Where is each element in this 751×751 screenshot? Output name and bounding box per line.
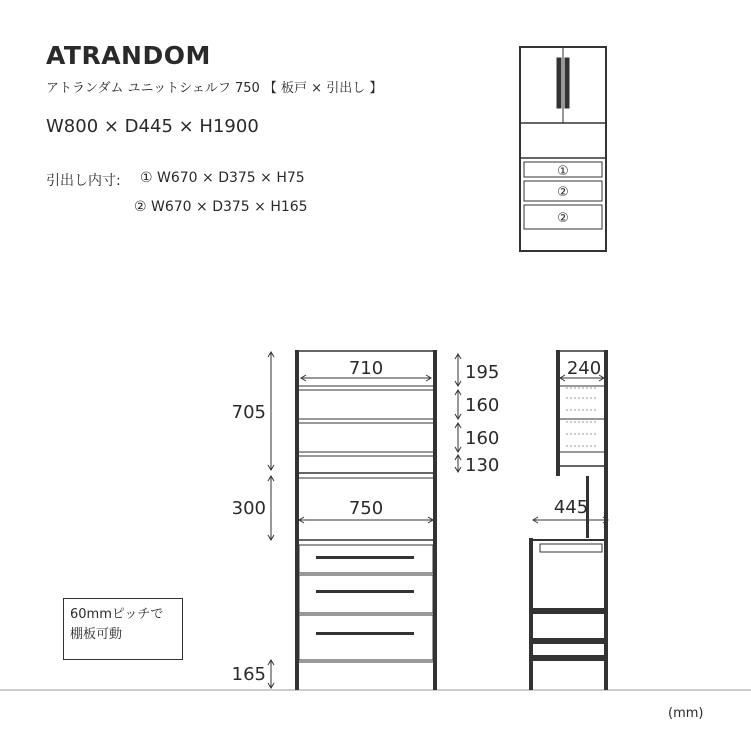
- side-shelf-pegs: [566, 388, 598, 446]
- dim-165: 165: [231, 664, 266, 685]
- thumb-door-handle-right: [565, 58, 569, 108]
- side-upper-post-left: [556, 350, 560, 476]
- drawer-size-1: ① W670 × D375 × H75: [140, 170, 305, 186]
- thumb-door-handle-left: [557, 58, 561, 108]
- side-upper-post-right: [604, 350, 608, 476]
- shelf-pitch-note-line1: 60mmピッチで: [70, 607, 164, 622]
- shelf-pitch-note-line2: 棚板可動: [70, 627, 123, 642]
- product-subtitle: アトランダム ユニットシェルフ 750 【 板戸 × 引出し 】: [46, 81, 383, 96]
- dim-side-lower-depth: 445: [553, 497, 589, 518]
- front-drawer-2: [299, 575, 433, 613]
- dim-160b: 160: [465, 428, 500, 449]
- unit-label: (mm): [668, 706, 704, 721]
- thumb-drawer-marker-2: ②: [557, 185, 569, 200]
- product-brand: ATRANDOM: [46, 41, 211, 70]
- side-drawer-rail-2: [533, 638, 604, 644]
- front-right-dims: [455, 354, 461, 472]
- dim-130: 130: [465, 455, 500, 476]
- thumb-drawer-marker-1: ①: [557, 164, 569, 179]
- front-drawer-handle-1: [316, 556, 414, 559]
- side-drawer-rail-3: [533, 655, 604, 661]
- side-lower-post-right: [604, 476, 608, 690]
- front-drawer-handle-3: [316, 632, 414, 635]
- dim-705: 705: [231, 402, 266, 423]
- dim-upper-width: 710: [348, 358, 384, 379]
- side-lower-post-left: [529, 538, 533, 690]
- dim-lower-width: 750: [348, 498, 384, 519]
- overall-dimensions: W800 × D445 × H1900: [46, 116, 259, 137]
- dim-160a: 160: [465, 395, 500, 416]
- thumb-drawer-marker-3: ②: [557, 211, 569, 226]
- dim-side-upper-depth: 240: [566, 358, 602, 379]
- side-drawer-rail-1: [533, 608, 604, 614]
- drawer-size-2: ② W670 × D375 × H165: [134, 199, 308, 215]
- dim-195: 195: [465, 362, 500, 383]
- front-drawer-3: [299, 615, 433, 660]
- front-left-dims: [268, 352, 274, 688]
- drawer-inner-size-label: 引出し内寸:: [46, 173, 121, 189]
- dim-300: 300: [231, 498, 266, 519]
- front-drawer-handle-2: [316, 590, 414, 593]
- side-drawer-1: [540, 544, 602, 552]
